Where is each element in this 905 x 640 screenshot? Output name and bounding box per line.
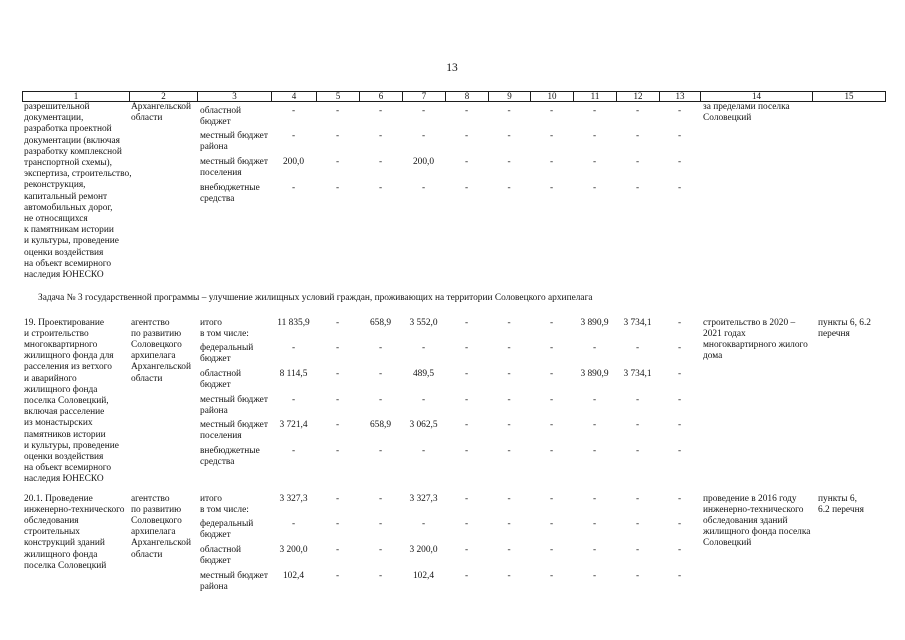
column-number-11: 11 [573,92,616,101]
funding-value-col-12: - [635,445,640,456]
column-number-12: 12 [616,92,659,101]
funding-value-col-8: - [464,493,469,504]
funding-value-col-11: - [592,105,597,116]
funding-value-col-4: - [291,445,296,456]
funding-value-col-4: - [291,519,296,530]
funding-source-label: внебюджетные средства [200,182,260,204]
funding-value-col-6: - [378,570,383,581]
funding-value-col-9: - [507,544,511,555]
funding-row [197,131,700,157]
funding-source-label: местный бюджет района [200,394,268,416]
funding-value-col-6: - [378,156,383,167]
funding-value-col-9: - [507,519,511,530]
funding-source-label: итого в том числе: [200,317,249,339]
funding-row [197,369,700,395]
funding-value-col-9: - [507,368,511,379]
funding-value-col-8: - [464,105,469,116]
funding-value-col-4: 8 114,5 [279,368,308,379]
funding-value-col-5: - [335,394,340,405]
funding-sources [197,318,700,472]
funding-value-col-8: - [464,131,469,142]
funding-value-col-7: - [421,131,426,142]
column-number-13: 13 [659,92,700,101]
funding-row [197,157,700,183]
funding-value-col-9: - [507,420,511,431]
funding-value-col-11: - [592,182,597,193]
funding-value-col-11: - [592,544,597,555]
responsible-executor: агентство по развитию Соловецкого архипелага Архангельской области [131,493,191,560]
funding-value-col-4: 3 327,3 [279,493,308,504]
funding-value-col-5: - [335,445,340,456]
funding-value-col-11: - [592,343,597,354]
expected-result: строительство в 2020 – 2021 годах многоквартирного жилого дома [703,317,808,362]
task-3-heading: Задача № 3 государственной программы – улучшение жилищных условий граждан, проживающих на территории Соловецкого архипелага [38,293,593,303]
funding-value-col-11: - [592,570,597,581]
funding-value-col-5: - [335,570,340,581]
funding-value-col-13: - [677,317,682,328]
activity-name: разрешительной документации, разработка проектной документации (включая разработку комплексной транспортной схемы), экспертиза, строительство, реконструкция, капитальный ремонт автомобильных дорог, не относящихся к памятникам истории и культуры, проведение оценки воздействия на объект всемирного наследия ЮНЕСКО [24,102,132,281]
funding-value-col-13: - [677,519,682,530]
funding-value-col-7: - [421,343,426,354]
page-number: 13 [446,62,458,74]
funding-value-col-5: - [335,519,340,530]
column-number-header [22,91,886,102]
funding-value-col-12: - [635,105,640,116]
funding-row [197,571,700,597]
funding-value-col-5: - [335,343,340,354]
funding-sources [197,494,700,597]
expected-result: за пределами поселка Соловецкий [703,102,790,124]
funding-value-col-10: - [549,156,554,167]
funding-value-col-12: - [635,519,640,530]
funding-value-col-13: - [677,544,682,555]
funding-value-col-8: - [464,420,469,431]
funding-value-col-7: 3 200,0 [409,544,438,555]
funding-value-col-10: - [549,343,554,354]
funding-value-col-8: - [464,368,469,379]
funding-value-col-11: - [592,156,597,167]
funding-value-col-12: 3 734,1 [623,317,652,328]
funding-sources [197,102,700,208]
column-number-9: 9 [488,92,530,101]
funding-value-col-13: - [677,156,682,167]
funding-value-col-6: - [378,519,383,530]
column-number-3: 3 [197,92,271,101]
funding-value-col-9: - [507,317,511,328]
funding-source-label: областной бюджет [200,544,242,567]
column-number-10: 10 [530,92,573,101]
funding-value-col-10: - [549,493,554,504]
funding-value-col-6: - [378,394,383,405]
funding-value-col-13: - [677,445,682,456]
funding-value-col-4: - [291,131,296,142]
funding-value-col-10: - [549,394,554,405]
funding-value-col-8: - [464,182,469,193]
funding-value-col-11: - [592,394,597,405]
funding-row [197,446,700,472]
funding-value-col-4: - [291,105,296,116]
funding-value-col-5: - [335,156,340,167]
funding-value-col-6: - [378,105,383,116]
funding-value-col-8: - [464,519,469,530]
funding-value-col-10: - [549,131,554,142]
funding-value-col-7: 3 327,3 [409,493,438,504]
column-number-8: 8 [445,92,488,101]
funding-value-col-12: - [635,182,640,193]
column-number-4: 4 [271,92,316,101]
funding-value-col-11: 3 890,9 [580,317,609,328]
funding-row [197,420,700,446]
funding-source-label: итого в том числе: [200,493,249,515]
funding-source-label: местный бюджет поселения [200,156,268,179]
funding-value-col-9: - [507,182,511,193]
funding-value-col-11: - [592,420,597,431]
funding-value-col-11: - [592,445,597,456]
funding-value-col-13: - [677,343,682,354]
funding-value-col-4: 102,4 [282,570,305,581]
funding-value-col-10: - [549,445,554,456]
funding-value-col-6: 658,9 [369,317,392,328]
funding-value-col-12: - [635,394,640,405]
funding-value-col-5: - [335,368,340,379]
basis-reference: пункты 6, 6.2 перечня [818,493,864,515]
funding-value-col-6: - [378,445,383,456]
funding-value-col-7: - [421,105,426,116]
funding-value-col-4: - [291,343,296,354]
column-number-1: 1 [73,91,79,101]
funding-value-col-13: - [677,420,682,431]
funding-value-col-10: - [549,420,554,431]
column-number-7: 7 [402,92,445,101]
funding-value-col-5: - [335,420,340,431]
funding-value-col-9: - [507,493,511,504]
funding-value-col-4: 3 721,4 [279,420,308,431]
funding-source-label: местный бюджет района [200,570,268,592]
funding-value-col-9: - [507,105,511,116]
funding-row [197,106,700,132]
funding-value-col-8: - [464,445,469,456]
funding-value-col-4: 11 835,9 [277,317,310,328]
funding-value-col-6: - [378,493,383,504]
funding-value-col-5: - [335,317,340,328]
funding-value-col-10: - [549,570,554,581]
funding-value-col-6: - [378,544,383,555]
funding-value-col-4: 3 200,0 [279,544,308,555]
funding-value-col-11: - [592,131,597,142]
funding-value-col-4: - [291,182,296,193]
funding-row [197,343,700,369]
funding-source-label: внебюджетные средства [200,445,260,468]
funding-value-col-7: 3 062,5 [409,420,438,431]
funding-value-col-9: - [507,445,511,456]
funding-value-col-10: - [549,317,554,328]
funding-value-col-4: - [291,394,296,405]
table-row-permits-and-roads [22,102,886,281]
funding-source-label: областной бюджет [200,368,242,391]
funding-value-col-7: - [421,519,426,530]
funding-value-col-6: - [378,368,383,379]
funding-value-col-13: - [677,182,682,193]
funding-value-col-5: - [335,493,340,504]
funding-value-col-12: 3 734,1 [623,368,652,379]
funding-value-col-6: 658,9 [369,420,392,431]
funding-source-label: местный бюджет поселения [200,420,268,442]
responsible-executor: агентство по развитию Соловецкого архипелага Архангельской области [131,317,191,384]
funding-row [197,395,700,421]
funding-value-col-7: 3 552,0 [409,317,438,328]
activity-name: 19. Проектирование и строительство многоквартирного жилищного фонда для расселения из ветхого и аварийного жилищного фонда поселка Соловецкий, включая расселение из монастырских памятников истории и культуры, проведение оценки воздействия на объект всемирного наследия ЮНЕСКО [24,317,119,485]
funding-source-label: федеральный бюджет [200,343,254,365]
funding-value-col-9: - [507,131,511,142]
funding-value-col-13: - [677,105,682,116]
funding-value-col-8: - [464,343,469,354]
funding-value-col-8: - [464,394,469,405]
expected-result: проведение в 2016 году инженерно-технического обследования зданий жилищного фонда поселка Соловецкий [703,493,811,549]
column-number-6: 6 [359,92,402,101]
funding-value-col-8: - [464,317,469,328]
funding-value-col-12: - [635,343,640,354]
funding-row [197,519,700,545]
funding-value-col-9: - [507,343,511,354]
responsible-executor: Архангельской области [131,102,191,124]
column-number-15: 15 [812,92,885,101]
funding-row [197,494,700,520]
activity-name: 20.1. Проведение инженерно-технического обследования строительных конструкций зданий жилищного фонда поселка Соловецкий [24,493,125,571]
funding-value-col-4: 200,0 [282,156,305,167]
funding-value-col-8: - [464,570,469,581]
funding-value-col-10: - [549,519,554,530]
funding-source-label: областной бюджет [200,105,242,127]
funding-value-col-5: - [335,131,340,142]
funding-value-col-11: - [592,519,597,530]
funding-value-col-9: - [507,570,511,581]
funding-value-col-9: - [507,394,511,405]
funding-source-label: местный бюджет района [200,131,268,153]
funding-value-col-12: - [635,570,640,581]
funding-value-col-7: 489,5 [412,368,435,379]
funding-value-col-7: 102,4 [412,570,435,581]
funding-source-label: федеральный бюджет [200,519,254,541]
funding-value-col-10: - [549,368,554,379]
funding-value-col-9: - [507,156,511,167]
column-number-2: 2 [129,92,197,101]
funding-value-col-11: - [592,493,597,504]
column-number-14: 14 [700,92,812,101]
funding-row [197,545,700,571]
funding-value-col-5: - [335,182,340,193]
funding-value-col-10: - [549,182,554,193]
funding-value-col-7: 200,0 [412,156,435,167]
funding-value-col-12: - [635,493,640,504]
funding-value-col-8: - [464,156,469,167]
table-row-20-1-technical-survey [22,494,886,597]
funding-value-col-13: - [677,368,682,379]
funding-value-col-13: - [677,570,682,581]
funding-value-col-13: - [677,493,682,504]
funding-value-col-8: - [464,544,469,555]
funding-value-col-6: - [378,131,383,142]
funding-value-col-12: - [635,131,640,142]
column-number-5: 5 [316,92,359,101]
funding-value-col-5: - [335,105,340,116]
funding-value-col-10: - [549,544,554,555]
funding-value-col-13: - [677,131,682,142]
funding-value-col-5: - [335,544,340,555]
funding-value-col-10: - [549,105,554,116]
funding-value-col-7: - [421,445,426,456]
funding-value-col-6: - [378,343,383,354]
funding-value-col-12: - [635,156,640,167]
funding-value-col-7: - [421,182,426,193]
funding-value-col-6: - [378,182,383,193]
funding-value-col-7: - [421,394,426,405]
funding-row [197,183,700,209]
table-row-19-housing-construction [22,318,886,486]
funding-value-col-13: - [677,394,682,405]
funding-value-col-12: - [635,544,640,555]
basis-reference: пункты 6, 6.2 перечня [818,317,871,339]
funding-row [197,318,700,344]
funding-value-col-11: 3 890,9 [580,368,609,379]
funding-value-col-12: - [635,420,640,431]
